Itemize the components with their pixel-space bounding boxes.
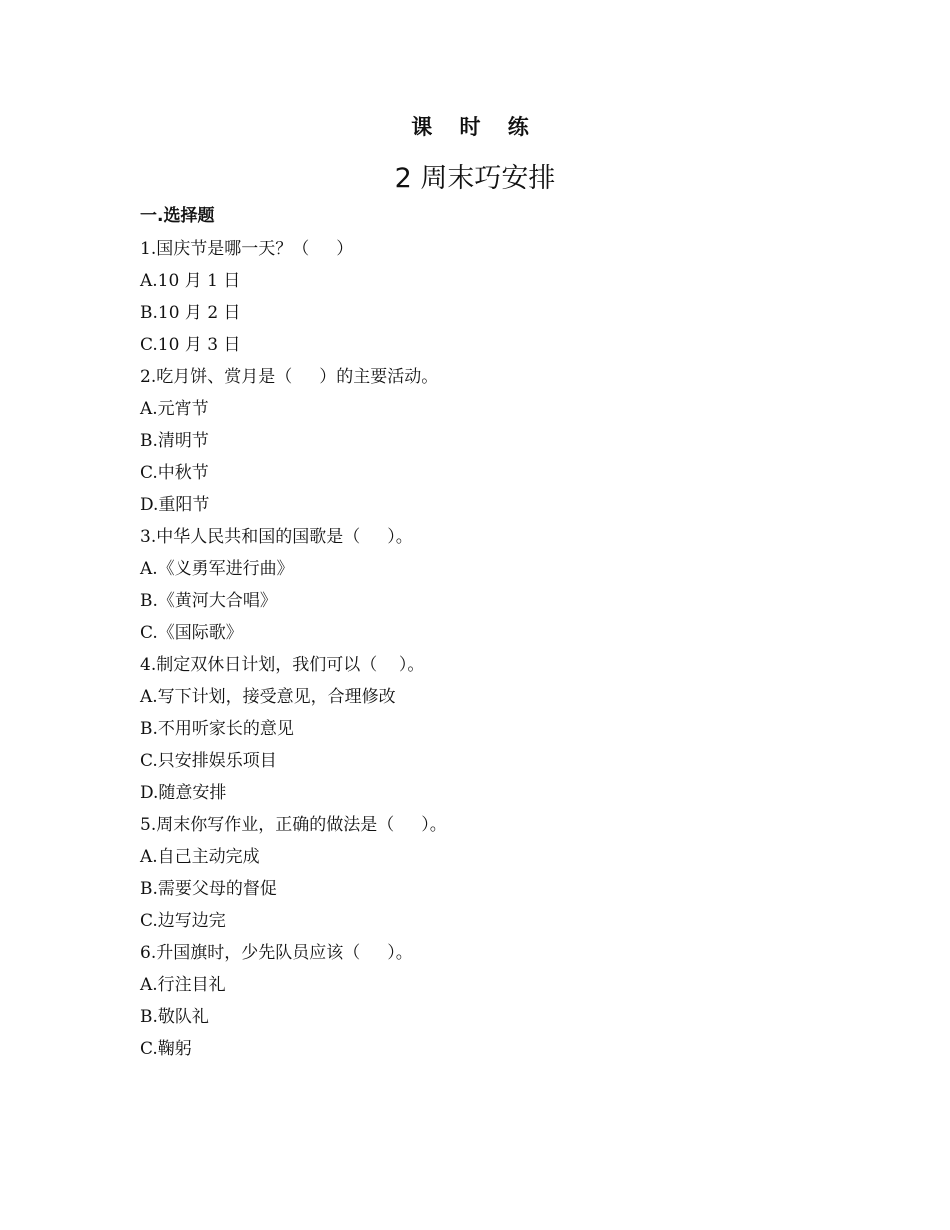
answer-option: B.敬队礼 (140, 1007, 209, 1027)
answer-option: D.重阳节 (140, 495, 210, 515)
answer-option: B.清明节 (140, 431, 209, 451)
answer-option: A.《义勇军进行曲》 (140, 559, 294, 579)
answer-option: C.只安排娱乐项目 (140, 751, 277, 771)
question-stem: 3.中华人民共和国的国歌是（ ）。 (140, 527, 413, 547)
question-list (140, 233, 840, 1065)
worksheet-header: 课 时 练 (411, 115, 539, 139)
answer-option: C.10 月 3 日 (140, 335, 241, 355)
answer-option: B.需要父母的督促 (140, 879, 277, 899)
answer-option: B.不用听家长的意见 (140, 719, 294, 739)
answer-option: A.自己主动完成 (140, 847, 260, 867)
question-stem: 2.吃月饼、赏月是（ ）的主要活动。 (140, 367, 439, 387)
question-stem: 4.制定双休日计划，我们可以（ ）。 (140, 655, 425, 675)
answer-option: B.10 月 2 日 (140, 303, 241, 323)
section-title: 一.选择题 (140, 206, 215, 226)
question-stem: 6.升国旗时，少先队员应该（ ）。 (140, 943, 413, 963)
answer-option: B.《黄河大合唱》 (140, 591, 277, 611)
answer-option: A.行注目礼 (140, 975, 226, 995)
question-stem: 5.周末你写作业，正确的做法是（ ）。 (140, 815, 447, 835)
answer-option: D.随意安排 (140, 783, 227, 803)
question-stem: 1.国庆节是哪一天？（ ） (140, 239, 354, 259)
answer-option: A.元宵节 (140, 399, 209, 419)
answer-option: A.10 月 1 日 (140, 271, 241, 291)
answer-option: C.边写边完 (140, 911, 226, 931)
lesson-title: 2 周末巧安排 (394, 163, 556, 194)
answer-option: C.中秋节 (140, 463, 209, 483)
answer-option: A.写下计划，接受意见，合理修改 (140, 687, 396, 707)
answer-option: C.鞠躬 (140, 1039, 192, 1059)
answer-option: C.《国际歌》 (140, 623, 243, 643)
